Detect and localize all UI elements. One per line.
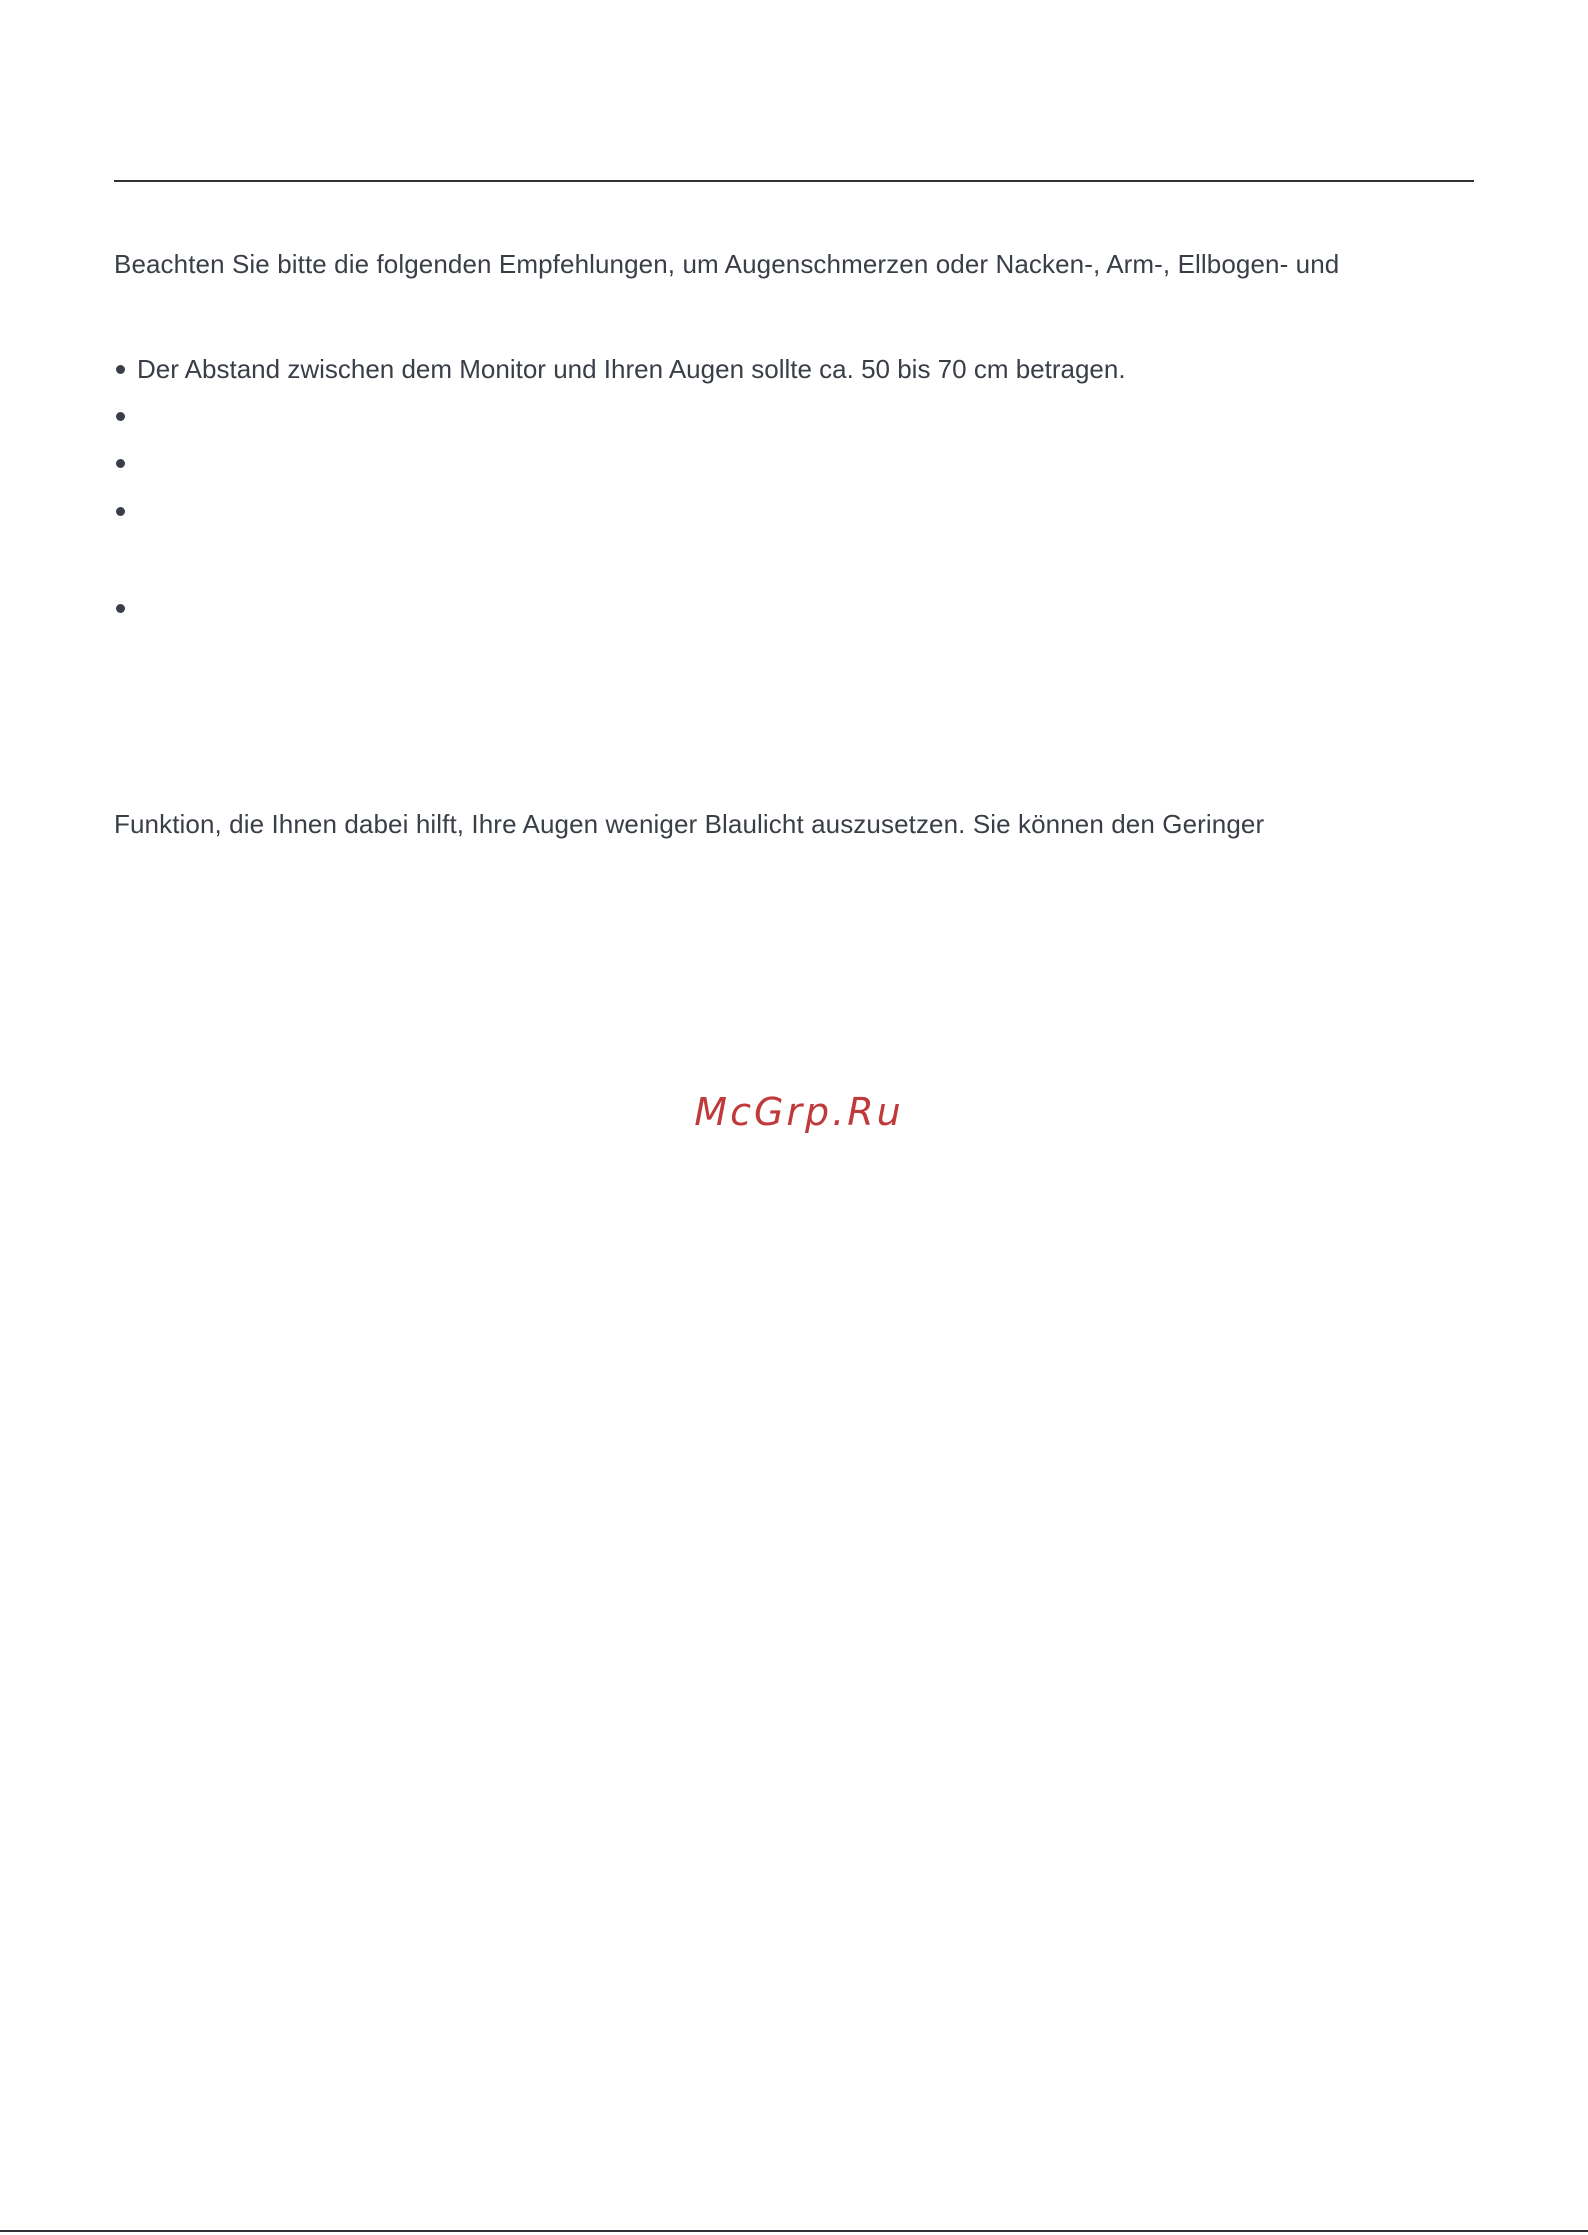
- list-item-text: Der Abstand zwischen dem Monitor und Ihren Augen sollte ca. 50 bis 70 cm betragen.: [137, 354, 1126, 384]
- bullet-icon: [116, 459, 125, 468]
- blue-light-paragraph: Funktion, die Ihnen dabei hilft, Ihre Augen weniger Blaulicht auszusetzen. Sie können den Geringer: [114, 809, 1265, 839]
- watermark-text: McGrp.Ru: [694, 1090, 904, 1134]
- bullet-icon: [116, 412, 125, 421]
- bullet-icon: [116, 365, 125, 374]
- header-rule: [114, 180, 1474, 182]
- footer-rule: [0, 2230, 1588, 2232]
- bullet-icon: [116, 507, 125, 516]
- watermark: [0, 1090, 1588, 1134]
- bullet-icon: [116, 604, 125, 613]
- intro-paragraph: Beachten Sie bitte die folgenden Empfehlungen, um Augenschmerzen oder Nacken-, Arm-, Ellbogen- und: [114, 249, 1340, 279]
